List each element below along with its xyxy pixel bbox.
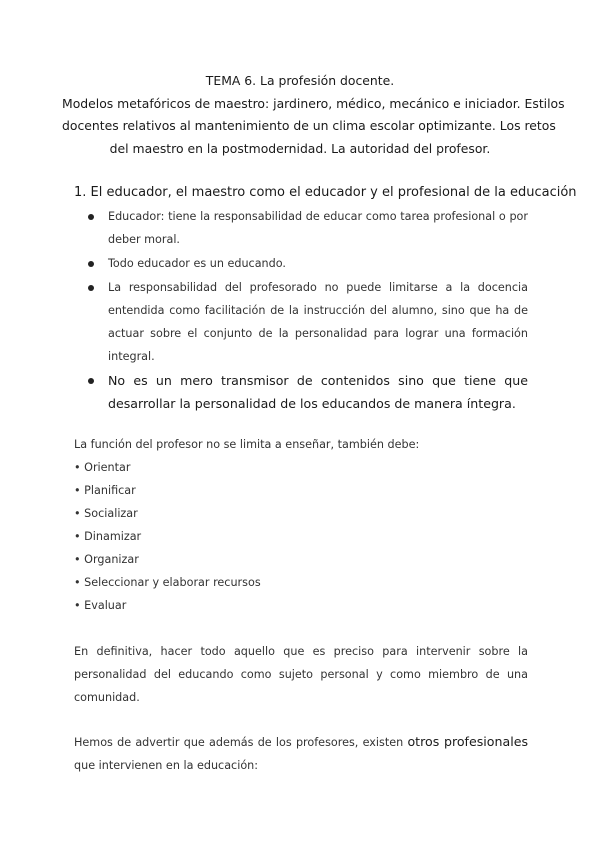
- bullet-item: [74, 252, 528, 275]
- list-item: • Evaluar: [74, 599, 127, 612]
- bullet-item: [74, 205, 528, 251]
- bullet-item: [74, 369, 528, 415]
- bullet-text: No es un mero transmisor de contenidos sino que tiene que desarrollar la personalidad de los educandos de manera íntegra.: [108, 373, 528, 411]
- title-line: del maestro en la postmodernidad. La autoridad del profesor.: [109, 140, 491, 156]
- conclusion-paragraph: En definitiva, hacer todo aquello que es preciso para intervenir sobre la personalidad del educando como sujeto personal y como miembro de una comunidad.: [74, 645, 528, 704]
- final-text-end: que intervienen en la educación:: [74, 759, 259, 772]
- bullet-text: Todo educador es un educando.: [108, 257, 286, 270]
- list-item: • Dinamizar: [74, 530, 142, 543]
- title-line: TEMA 6. La profesión docente.: [205, 73, 395, 88]
- bullet-list: [74, 205, 528, 416]
- title-line: docentes relativos al mantenimiento de un clima escolar optimizante. Los retos: [62, 118, 556, 133]
- document-title: [62, 70, 565, 160]
- bullet-text: La responsabilidad del profesorado no puede limitarse a la docencia entendida como facilitación de la instrucción del alumno, sino que ha de actuar sobre el conjunto de la personalidad para lograr una formación integral.: [108, 281, 528, 363]
- bullet-dot: [88, 261, 94, 267]
- emphasis-text: otros profesionales: [407, 734, 529, 749]
- list-item: • Seleccionar y elaborar recursos: [74, 576, 261, 589]
- functions-list: [74, 456, 261, 617]
- bullet-dot: [88, 214, 94, 220]
- final-paragraph: [74, 730, 528, 777]
- final-text-start: Hemos de advertir que además de los profesores, existen: [74, 736, 408, 749]
- functions-intro: La función del profesor no se limita a enseñar, también debe:: [74, 438, 420, 451]
- list-item: • Socializar: [74, 507, 138, 520]
- section-heading: 1. El educador, el maestro como el educador y el profesional de la educación: [74, 185, 577, 200]
- list-item: • Orientar: [74, 461, 131, 474]
- bullet-dot: [88, 285, 94, 291]
- bullet-dot: [88, 378, 94, 384]
- list-item: • Organizar: [74, 553, 139, 566]
- bullet-item: [74, 276, 528, 368]
- title-line: Modelos metafóricos de maestro: jardinero, médico, mecánico e iniciador. Estilos: [62, 95, 565, 111]
- list-item: • Planificar: [74, 484, 136, 497]
- bullet-text: Educador: tiene la responsabilidad de educar como tarea profesional o por deber moral.: [108, 210, 528, 246]
